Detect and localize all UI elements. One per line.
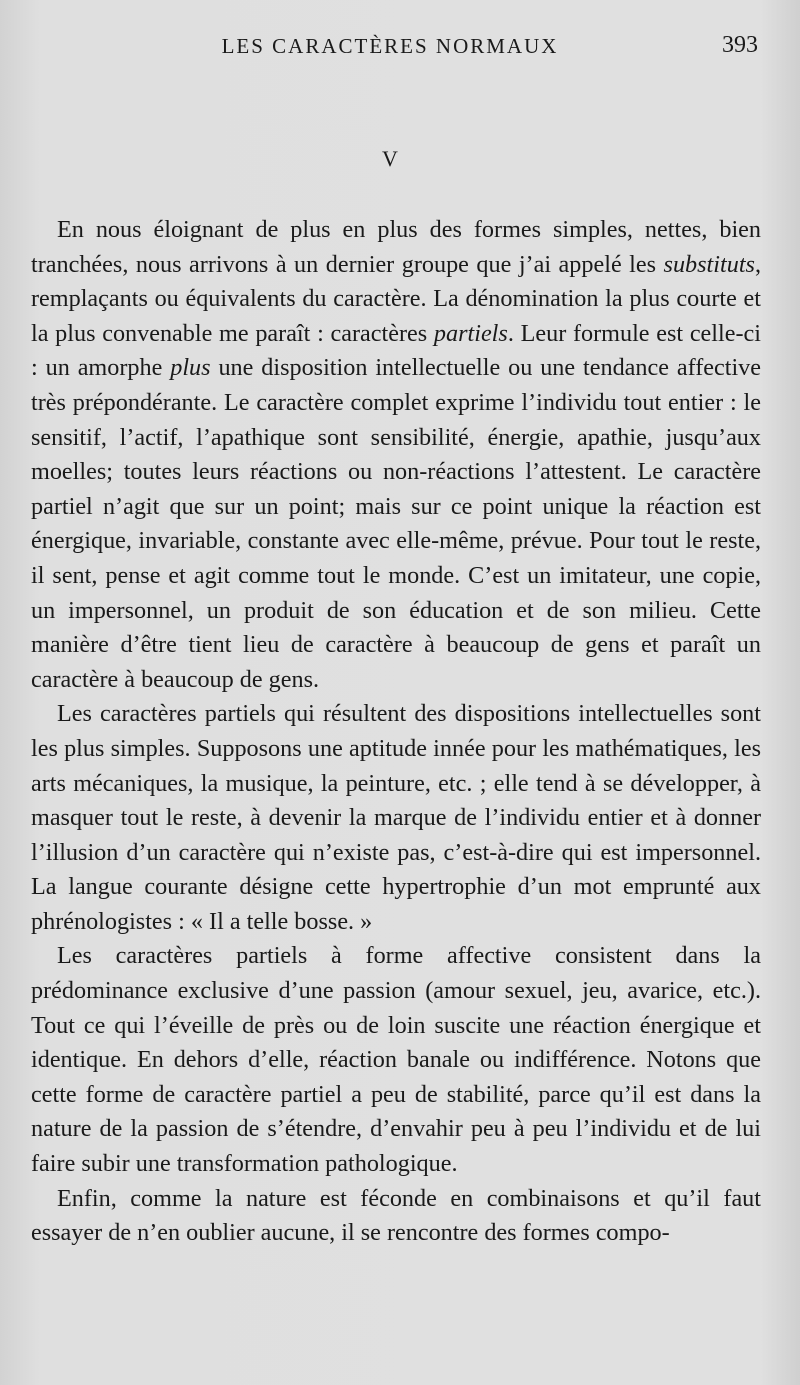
paragraph-4-text: Enfin, comme la nature est féconde en combinaisons et qu’il faut essayer de n’en oublier aucune, il se rencontre des formes compo- (31, 1184, 761, 1247)
page-number: 393 (722, 32, 758, 58)
paragraph-1-text-b: , remplaçants ou équivalents du caractère. La dénomination la plus courte et la plus convenable me paraît : caractères (31, 250, 761, 347)
paragraph-3 (31, 939, 761, 1181)
body-text (31, 213, 761, 1251)
paragraph-2 (31, 697, 761, 939)
paragraph-3-text: Les caractères partiels à forme affective consistent dans la prédominance exclusive d’une passion (amour sexuel, jeu, avarice, etc.). Tout ce qui l’éveille de près ou de loin suscite une réaction énergique et identique. En dehors d’elle, réaction banale ou indifférence. Notons que cette forme de caractère partiel a peu de stabilité, parce qu’il est dans la nature de la passion de s’étendre, d’envahir peu à peu l’individu et de lui faire subir une transformation pathologique. (31, 942, 761, 1178)
section-number: V (382, 146, 398, 171)
italic-term-substituts: substituts (663, 250, 755, 278)
paragraph-1 (31, 213, 761, 697)
paragraph-1-text-d: une disposition intellectuelle ou une tendance affective très prépondérante. Le caractère complet exprime l’individu tout entier : le sensitif, l’actif, l’apathique sont sensibilité, énergie, apathie, jusqu’aux moelles; toutes leurs réactions ou non-réactions l’attestent. Le caractère partiel n’agit que sur un point; mais sur ce point unique la réaction est énergique, invariable, constante avec elle-même, prévue. Pour tout le reste, il sent, pense et agit comme tout le monde. C’est un imitateur, une copie, un impersonnel, un produit de son éducation et de son milieu. Cette manière d’être tient lieu de caractère à beaucoup de gens et paraît un caractère à beaucoup de gens. (31, 354, 761, 693)
italic-term-partiels: partiels (433, 319, 508, 347)
paragraph-1-text-c: . Leur formule est celle-ci : un amorphe (31, 319, 761, 382)
paragraph-4 (31, 1182, 761, 1251)
paragraph-1-text-a: En nous éloignant de plus en plus des formes simples, nettes, bien tranchées, nous arrivons à un dernier groupe que j’ai appelé les (31, 216, 761, 278)
running-header (0, 34, 800, 64)
paragraph-2-text: Les caractères partiels qui résultent des dispositions intellectuelles sont les plus simples. Supposons une aptitude innée pour les mathématiques, les arts mécaniques, la musique, la peinture, etc. ; elle tend à se développer, à masquer tout le reste, à devenir la marque de l’individu entier et à donner l’illusion d’un caractère qui n’existe pas, c’est-à-dire qui est impersonnel. La langue courante désigne cette hypertrophie d’un mot emprunté aux phrénologistes : « Il a telle bosse. » (31, 700, 761, 935)
running-title: LES CARACTÈRES NORMAUX (221, 34, 559, 58)
italic-term-plus: plus (170, 354, 211, 382)
